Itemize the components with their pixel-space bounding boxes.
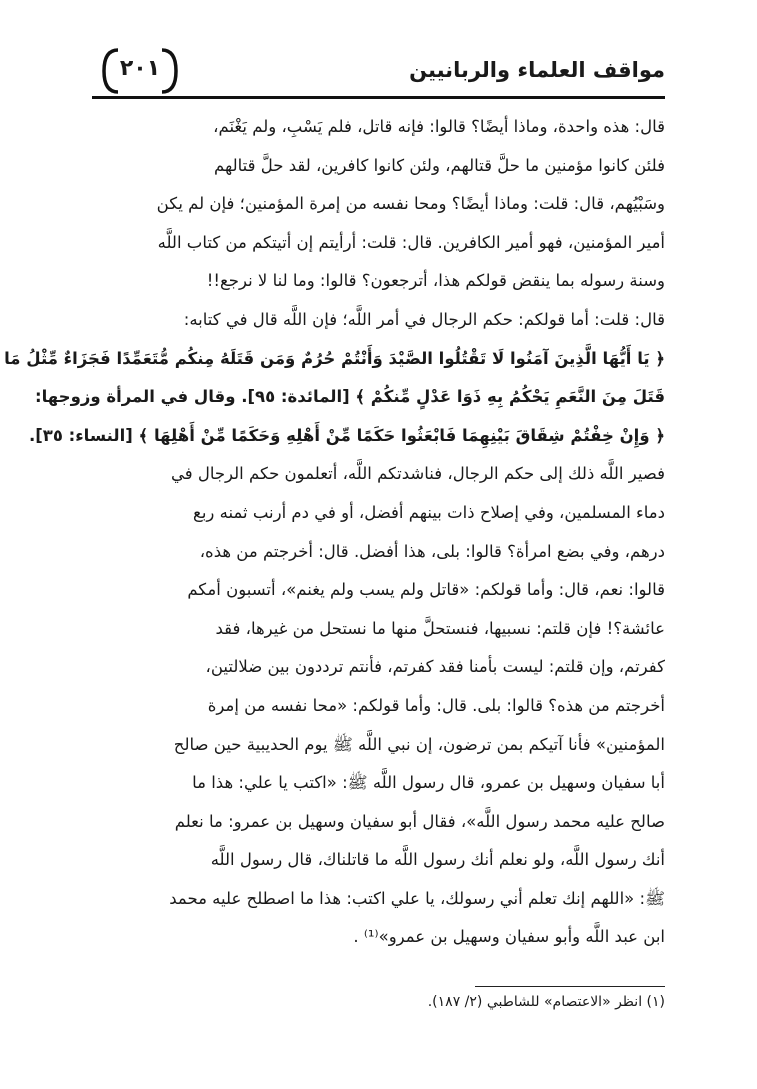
text-line: ابن عبد اللَّه وأبو سفيان وسهيل بن عمرو»⁽¹⁾ .	[353, 927, 665, 947]
footnote-divider	[475, 986, 665, 987]
main-text	[4, 108, 665, 957]
page-number-badge	[100, 46, 180, 96]
text-line: عائشة؟! فإن قلتم: نسبيها، فنستحلَّ منها ما نستحل من غيرها، فقد	[215, 618, 665, 638]
page-number: ٢٠١	[119, 56, 161, 81]
text-line: أنك رسول اللَّه، ولو نعلم أنك رسول اللَّه ما قاتلناك، قال رسول اللَّه	[210, 850, 665, 870]
text-line: أمير المؤمنين، فهو أمير الكافرين. قال: قلت: أرأيتم إن أتيتكم من كتاب اللَّه	[157, 232, 665, 252]
quran-verse-line: ﴿ وَإِنْ خِفْتُمْ شِقَاقَ بَيْنِهِمَا فَابْعَثُوا حَكَمًا مِّنْ أَهْلِهِ وَحَكَمًا مِّنْ أَهْلِهَا ﴾ [النساء: ٣٥].	[28, 425, 665, 445]
text-line: دماء المسلمين، وفي إصلاح ذات بينهم أفضل، أو في دم أرنب ثمنه ربع	[193, 502, 665, 522]
text-line: وسَبْيُهم، قال: قلت: وماذا أيضًا؟ ومحا نفسه من إمرة المؤمنين؛ فإن لم يكن	[156, 194, 665, 214]
quran-verse-line: ﴿ يَا أَيُّهَا الَّذِينَ آمَنُوا لَا تَقْتُلُوا الصَّيْدَ وَأَنْتُمْ حُرُمٌ وَمَن قَتَلَهُ مِنكُم مُّتَعَمِّدًا فَجَزَاءٌ مِّثْلُ مَا	[4, 348, 665, 368]
text-line: وسنة رسوله بما ينقض قولكم هذا، أترجعون؟ قالوا: وما لنا لا نرجع!!	[206, 271, 665, 291]
footnote: (١) انظر «الاعتصام» للشاطبي (٢/ ١٨٧).	[427, 994, 665, 1010]
text-line: صالح عليه محمد رسول اللَّه»، فقال أبو سفيان وسهيل بن عمرو: ما نعلم	[174, 811, 665, 831]
text-line: قالوا: نعم، قال: وأما قولكم: «قاتل ولم يسب ولم يغنم»، أتسبون أمكم	[187, 580, 665, 600]
text-line: درهم، وفي بضع امرأة؟ قالوا: بلى، هذا أفضل. قال: أخرجتم من هذه،	[199, 541, 665, 561]
text-line: أبا سفيان وسهيل بن عمرو، قال رسول اللَّه ﷺ: «اكتب يا علي: هذا ما	[192, 773, 665, 793]
text-line: ﷺ: «اللهم إنك تعلم أني رسولك، يا علي اكتب: هذا ما اصطلح عليه محمد	[169, 888, 665, 908]
text-line: قال: هذه واحدة، وماذا أيضًا؟ قالوا: فإنه قاتل، فلم يَسْبِ، ولم يَغْنَم،	[213, 117, 665, 136]
text-line: المؤمنين» فأنا آتيكم بمن ترضون، إن نبي اللَّه ﷺ يوم الحديبية حين صالح	[173, 734, 665, 754]
header-divider	[92, 96, 665, 99]
text-line: أخرجتم من هذه؟ قالوا: بلى. قال: وأما قولكم: «محا نفسه من إمرة	[207, 695, 665, 715]
text-line: فلئن كانوا مؤمنين ما حلَّ قتالهم، ولئن كانوا كافرين، لقد حلَّ قتالهم	[214, 155, 665, 175]
quran-verse-line: قَتَلَ مِنَ النَّعَمِ يَحْكُمُ بِهِ ذَوَا عَدْلٍ مِّنكُمْ ﴾ [المائدة: ٩٥]. وقال في المرأة وزوجها:	[35, 387, 665, 407]
text-line: فصير اللَّه ذلك إلى حكم الرجال، فناشدتكم اللَّه، أتعلمون حكم الرجال في	[170, 464, 665, 484]
text-line: كفرتم، وإن قلتم: ليست بأمنا فقد كفرتم، فأنتم ترددون بين ضلالتين،	[205, 657, 665, 677]
running-header-title: مواقف العلماء والربانيين	[409, 58, 665, 82]
text-line: قال: قلت: أما قولكم: حكم الرجال في أمر اللَّه؛ فإن اللَّه قال في كتابه:	[183, 309, 665, 329]
